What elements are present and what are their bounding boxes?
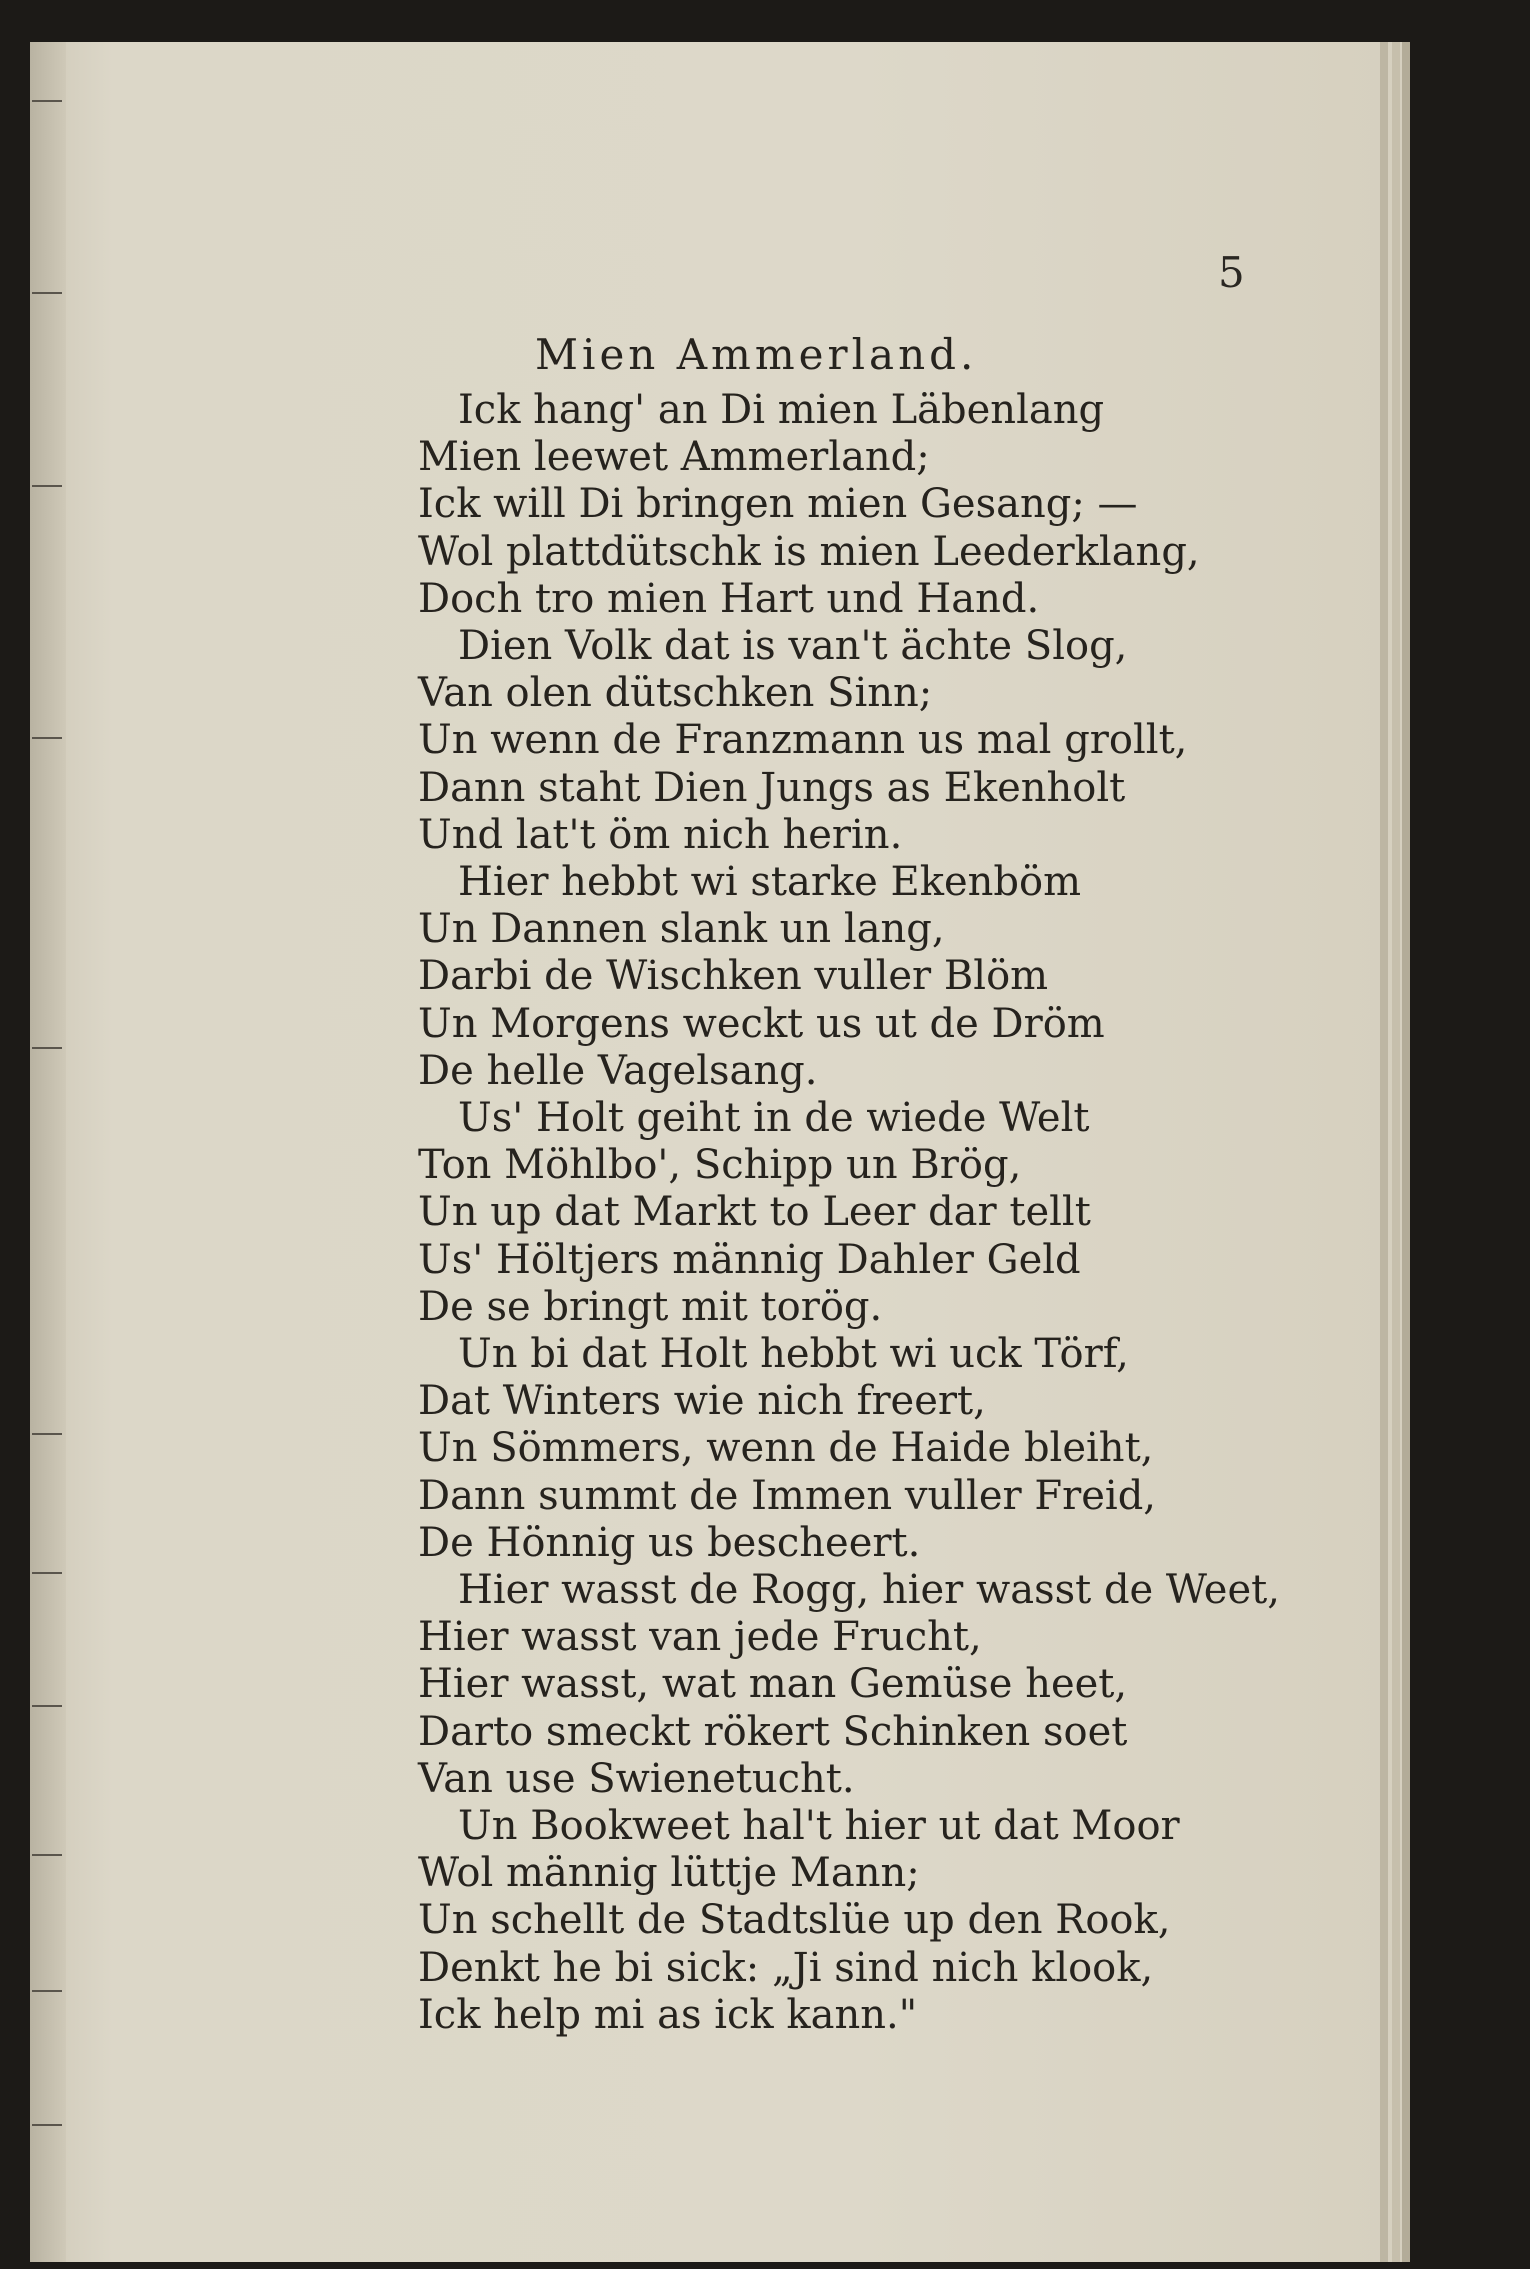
poem-line: Und lat't öm nich herin. (418, 812, 903, 858)
poem-line: Darbi de Wischken vuller Blöm (418, 953, 1049, 999)
poem-line: Dann staht Dien Jungs as Ekenholt (418, 765, 1126, 811)
poem-line: Darto smeckt rökert Schinken soet (418, 1709, 1128, 1755)
poem-line: Wol männig lüttje Mann; (418, 1850, 920, 1896)
poem-title: Mien Ammerland. (535, 330, 978, 379)
poem-line: Un wenn de Franzmann us mal grollt, (418, 717, 1188, 763)
poem-line: Un Sömmers, wenn de Haide bleiht, (418, 1425, 1154, 1471)
poem-line: Un Bookweet hal't hier ut dat Moor (458, 1803, 1180, 1849)
poem-line: Ick hang' an Di mien Läbenlang (458, 387, 1105, 433)
poem-line: Hier wasst de Rogg, hier wasst de Weet, (458, 1567, 1280, 1613)
poem-line: Ick will Di bringen mien Gesang; — (418, 481, 1138, 527)
poem-line: Hier hebbt wi starke Ekenböm (458, 859, 1082, 905)
poem-line: Wol plattdütschk is mien Leederklang, (418, 529, 1200, 575)
poem-line: Un Dannen slank un lang, (418, 906, 945, 952)
poem-line: Un schellt de Stadtslüe up den Rook, (418, 1897, 1171, 1943)
poem-line: Un bi dat Holt hebbt wi uck Törf, (458, 1331, 1129, 1377)
poem-line: Denkt he bi sick: „Ji sind nich klook, (418, 1945, 1154, 1991)
poem-line: Van olen dütschken Sinn; (418, 670, 933, 716)
poem-line: De helle Vagelsang. (418, 1048, 818, 1094)
poem-line: De se bringt mit torög. (418, 1284, 883, 1330)
poem-line: Doch tro mien Hart und Hand. (418, 576, 1040, 622)
poem-line: Mien leewet Ammerland; (418, 434, 930, 480)
poem-line: De Hönnig us bescheert. (418, 1520, 921, 1566)
poem-line: Dien Volk dat is van't ächte Slog, (458, 623, 1128, 669)
poem-line: Un Morgens weckt us ut de Dröm (418, 1001, 1105, 1047)
poem-line: Us' Holt geiht in de wiede Welt (458, 1095, 1090, 1141)
poem-line: Us' Höltjers männig Dahler Geld (418, 1237, 1081, 1283)
poem-line: Hier wasst, wat man Gemüse heet, (418, 1661, 1128, 1707)
poem-line: Dann summt de Immen vuller Freid, (418, 1473, 1157, 1519)
poem-line: Ick help mi as ick kann." (418, 1992, 918, 2038)
poem-line: Dat Winters wie nich freert, (418, 1378, 986, 1424)
page-number: 5 (1218, 248, 1245, 297)
poem-line: Un up dat Markt to Leer dar tellt (418, 1189, 1091, 1235)
poem-line: Hier wasst van jede Frucht, (418, 1614, 982, 1660)
poem-line: Van use Swienetucht. (418, 1756, 855, 1802)
poem-line: Ton Möhlbo', Schipp un Brög, (418, 1142, 1022, 1188)
